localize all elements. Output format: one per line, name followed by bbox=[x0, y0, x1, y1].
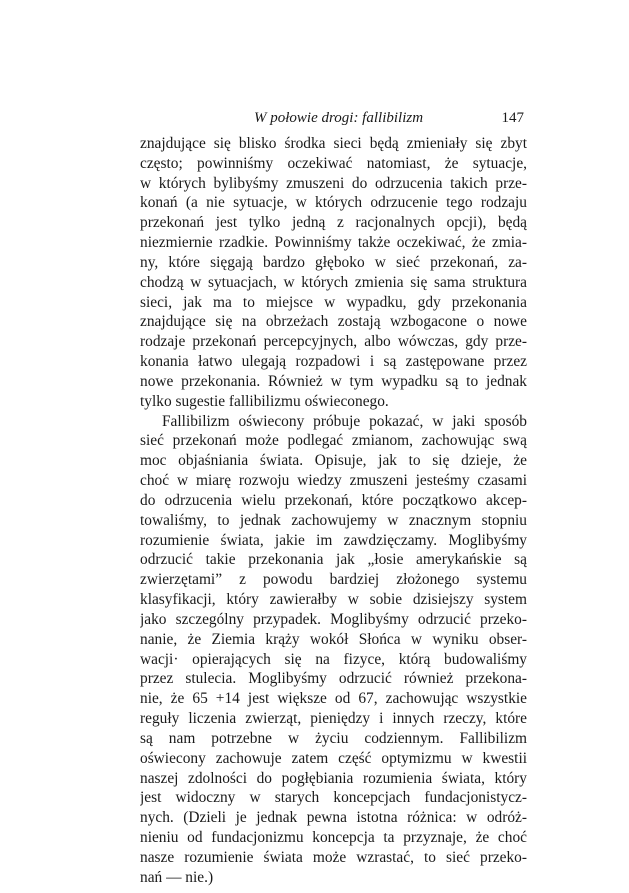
text-line: naszej zdolności do pogłębiania rozumienia świata, który bbox=[140, 769, 527, 787]
text-line: w których bylibyśmy zmuszeni do odrzucenia takich prze- bbox=[140, 174, 527, 192]
text-line: rodzaje przekonań percepcyjnych, albo wówczas, gdy prze- bbox=[140, 333, 527, 351]
body-text bbox=[140, 134, 527, 887]
text-line: odrzucić takie przekonania jak „łosie amerykańskie są bbox=[140, 551, 527, 569]
text-line: chodzą w sytuacjach, w których zmienia się sama struktura bbox=[140, 273, 527, 291]
page-header bbox=[140, 110, 526, 130]
text-line: choć w miarę rozwoju wiedzy zmuszeni jesteśmy czasami bbox=[140, 472, 527, 490]
text-line: przekonań jest tylko jedną z racjonalnych opcji), będą bbox=[140, 214, 527, 232]
paragraph-end-line: tylko sugestie fallibilizmu oświeconego. bbox=[140, 392, 389, 410]
text-line: sieci, jak ma to miejsce w wypadku, gdy przekonania bbox=[140, 293, 527, 311]
text-line: konania łatwo ulegają rozpadowi i są zastępowane przez bbox=[140, 353, 527, 371]
text-line: nanie, że Ziemia krąży wokół Słońca w wyniku obser- bbox=[140, 630, 527, 648]
text-line: jako szczególny przypadek. Moglibyśmy odrzucić przeko- bbox=[140, 610, 527, 628]
page-number: 147 bbox=[501, 110, 524, 126]
text-line: rozumienie świata, jakie im zawdzięczamy. Moglibyśmy bbox=[140, 531, 527, 549]
text-line: jest widoczny w starych koncepcjach fundacjonistycz- bbox=[140, 789, 527, 807]
paragraph-start-line: Fallibilizm oświecony próbuje pokazać, w jaki sposób bbox=[162, 412, 527, 430]
text-line: przez stulecia. Moglibyśmy odrzucić również przekona- bbox=[140, 670, 527, 688]
text-line: są nam potrzebne w życiu codziennym. Fallibilizm bbox=[140, 729, 527, 747]
text-line: często; powinniśmy oczekiwać natomiast, że sytuacje, bbox=[140, 154, 527, 172]
text-line: nowe przekonania. Również w tym wypadku są to jednak bbox=[140, 372, 527, 390]
text-line: nych. (Dzieli je jednak pewna istotna różnica: w odróż- bbox=[140, 809, 527, 827]
text-line: konań (a nie sytuacje, w których odrzucenie tego rodzaju bbox=[140, 194, 527, 212]
paragraph-end-line: nań — nie.) bbox=[140, 868, 214, 886]
text-line: do odrzucenia wielu przekonań, które początkowo akcep- bbox=[140, 491, 527, 509]
text-line: wacji· opierających się na fizyce, którą budowaliśmy bbox=[140, 650, 527, 668]
text-line: klasyfikacji, który zawierałby w sobie dzisiejszy system bbox=[140, 591, 527, 609]
text-line: oświecony zachowuje zatem część optymizmu w kwestii bbox=[140, 749, 527, 767]
text-line: reguły liczenia zwierząt, pieniędzy i innych rzeczy, które bbox=[140, 710, 527, 728]
text-line: ny, które sięgają bardzo głęboko w sieć przekonań, za- bbox=[140, 253, 527, 271]
text-line: nieniu od fundacjonizmu koncepcja ta przyznaje, że choć bbox=[140, 828, 527, 846]
text-line: towaliśmy, to jednak zachowujemy w znacznym stopniu bbox=[140, 511, 527, 529]
text-line: nie, że 65 +14 jest większe od 67, zachowując wszystkie bbox=[140, 690, 527, 708]
text-line: znajdujące się na obrzeżach zostają wzbogacone o nowe bbox=[140, 313, 527, 331]
text-line: zwierzętami” z powodu bardziej złożonego systemu bbox=[140, 571, 527, 589]
text-line: nasze rozumienie świata może wzrastać, to sieć przeko- bbox=[140, 848, 527, 866]
text-line: moc objaśniania świata. Opisuje, jak to się dzieje, że bbox=[140, 452, 527, 470]
running-title: W połowie drogi: fallibilizm bbox=[254, 110, 424, 126]
text-line: znajdujące się blisko środka sieci będą zmieniały się zbyt bbox=[140, 135, 527, 152]
text-line: sieć przekonań może podlegać zmianom, zachowując swą bbox=[140, 432, 527, 450]
text-line: niezmiernie rzadkie. Powinniśmy także oczekiwać, że zmia- bbox=[140, 234, 527, 252]
